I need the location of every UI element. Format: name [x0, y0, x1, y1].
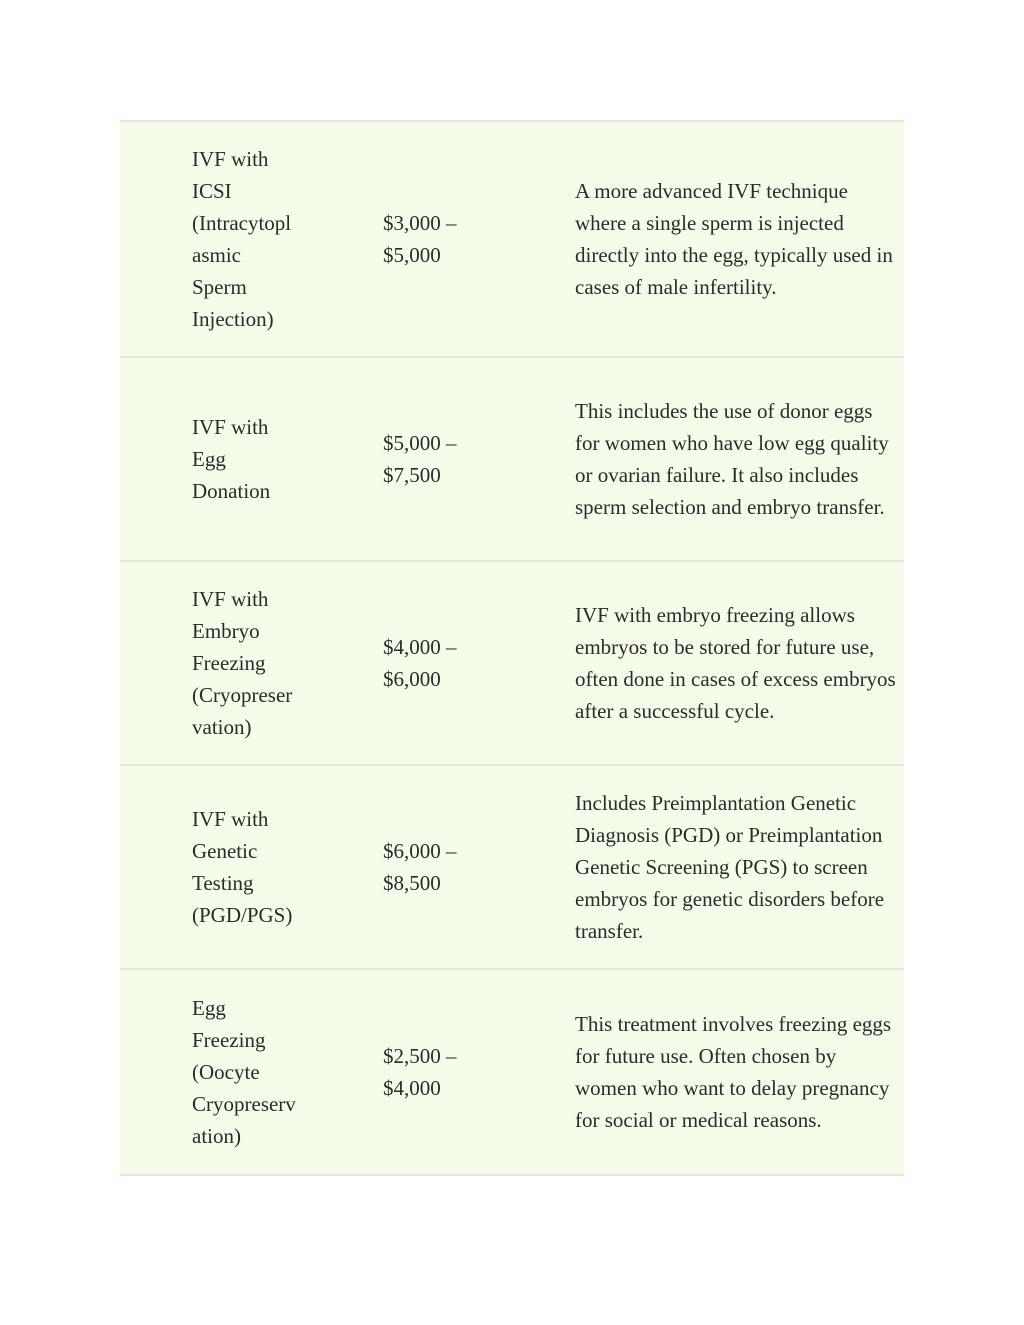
treatment-description: IVF with embryo freezing allows embryos to be stored for future use, often done in cases of excess embryos after a successful cycle.: [575, 603, 896, 723]
treatment-cost: $5,000 – $7,500: [383, 431, 457, 487]
treatment-cost: $2,500 – $4,000: [383, 1044, 457, 1100]
table-row: [120, 970, 904, 1176]
table-row: [120, 122, 904, 358]
treatment-description: This treatment involves freezing eggs for future use. Often chosen by women who want to delay pregnancy for social or medical reasons.: [575, 1012, 892, 1132]
treatment-name: IVF with Genetic Testing (PGD/PGS): [192, 807, 293, 927]
treatment-name: IVF with Embryo Freezing (Cryopreser vation): [192, 587, 293, 739]
table-row: [120, 358, 904, 562]
treatment-description: This includes the use of donor eggs for women who have low egg quality or ovarian failure. It also includes sperm selection and embryo transfer.: [575, 399, 889, 519]
treatment-cost: $6,000 – $8,500: [383, 839, 457, 895]
treatment-cost: $4,000 – $6,000: [383, 635, 457, 691]
treatment-cost: $3,000 – $5,000: [383, 211, 457, 267]
treatment-description: A more advanced IVF technique where a single sperm is injected directly into the egg, typically used in cases of male infertility.: [575, 179, 893, 299]
table-row: [120, 766, 904, 970]
treatment-name: Egg Freezing (Oocyte Cryopreserv ation): [192, 996, 296, 1148]
ivf-cost-table: [120, 120, 904, 1176]
treatment-name: IVF with ICSI (Intracytopl asmic Sperm Injection): [192, 147, 292, 331]
treatment-description: Includes Preimplantation Genetic Diagnosis (PGD) or Preimplantation Genetic Screening (PGS) to screen embryos for genetic disorders before transfer.: [575, 791, 885, 943]
treatment-name: IVF with Egg Donation: [192, 415, 271, 503]
table-row: [120, 562, 904, 766]
